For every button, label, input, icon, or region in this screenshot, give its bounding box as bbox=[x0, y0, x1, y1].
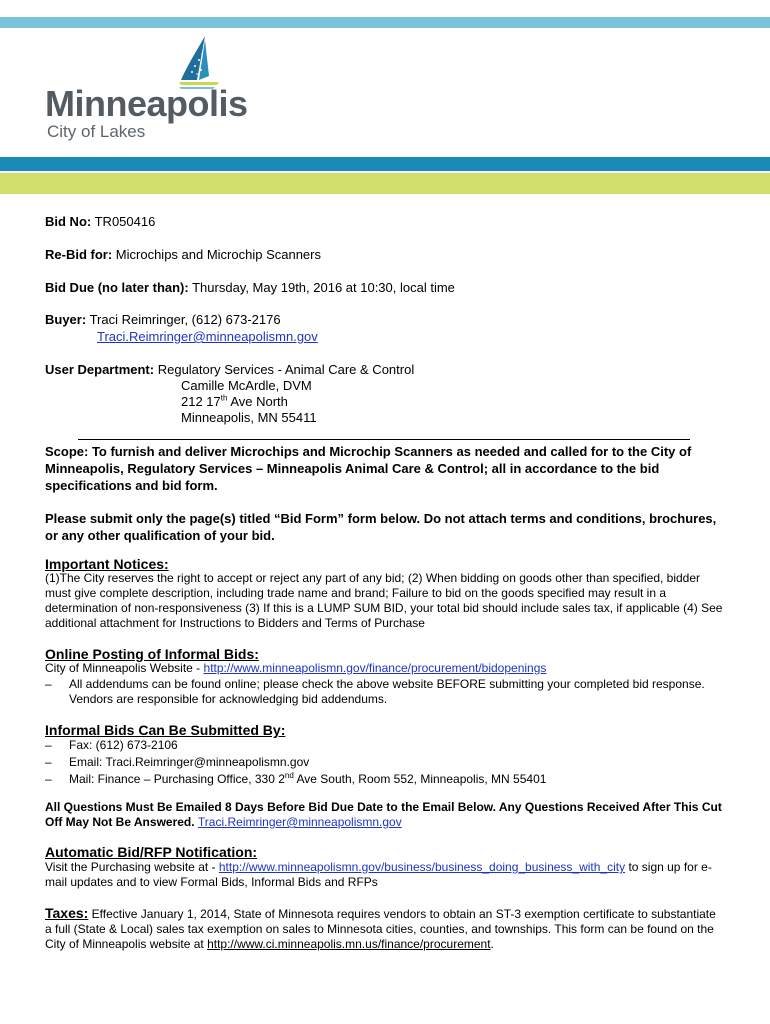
important-notices-heading: Important Notices: bbox=[45, 556, 169, 572]
website-line: City of Minneapolis Website - http://www.minneapolismn.gov/finance/procurement/bidopenings bbox=[45, 661, 547, 675]
bid-due-line: Bid Due (no later than): Thursday, May 19th, 2016 at 10:30, local time bbox=[45, 280, 455, 295]
user-department: Regulatory Services - Animal Care & Control bbox=[157, 362, 415, 377]
questions-notice: All Questions Must Be Emailed 8 Days Before Bid Due Date to the Email Below. Any Questions Received After This Cut Off May Not Be Answered. Traci.Reimringer@minneapolismn.gov bbox=[45, 800, 722, 829]
taxes-paragraph: Taxes: Effective January 1, 2014, State of Minnesota requires vendors to obtain an ST-3 exemption certificate to substantiate a full (State & Local) sales tax exemption on sales to Minnesota cities, counties, and townships. This form can be found on the City of Minneapolis website at http://www.ci.minneapolis.mn.us/finance/procurement. bbox=[45, 905, 716, 951]
rebid-subject: Microchips and Microchip Scanners bbox=[115, 247, 321, 262]
logo-wordmark: Minneapolis bbox=[45, 83, 248, 124]
online-posting-heading: Online Posting of Informal Bids: bbox=[45, 646, 259, 662]
divider-line bbox=[78, 439, 690, 440]
scope-paragraph: Scope: To furnish and deliver Microchips and Microchip Scanners as needed and called for to the City of Minneapolis, Regulatory Services – Minneapolis Animal Care & Control; all in accordance to the bid specifications and bid form. bbox=[45, 444, 692, 493]
department-city: Minneapolis, MN 55411 bbox=[181, 410, 317, 425]
informal-bids-heading: Informal Bids Can Be Submitted By: bbox=[45, 722, 286, 738]
addendum-bullet: – All addendums can be found online; please check the above website BEFORE submitting your completed bid response. Vendors are responsible for acknowledging bid addendums. bbox=[45, 677, 705, 706]
notification-heading: Automatic Bid/RFP Notification: bbox=[45, 844, 258, 860]
bid-number: TR050416 bbox=[94, 214, 156, 229]
mail-item: – Mail: Finance – Purchasing Office, 330 2nd Ave South, Room 552, Minneapolis, MN 55401 bbox=[45, 771, 547, 786]
logo-tagline: City of Lakes bbox=[47, 122, 146, 141]
bullet-dash: – bbox=[45, 677, 52, 691]
top-color-band bbox=[0, 17, 770, 28]
department-street: 212 17th Ave North bbox=[181, 393, 288, 409]
buyer-contact: Traci Reimringer, (612) 673-2176 bbox=[89, 312, 281, 327]
procurement-website-link[interactable]: http://www.ci.minneapolis.mn.us/finance/procurement bbox=[207, 937, 491, 951]
purchasing-website-link[interactable]: http://www.minneapolismn.gov/business/business_doing_business_with_city bbox=[218, 860, 626, 874]
header-green-band bbox=[0, 173, 770, 194]
bid-openings-link[interactable]: http://www.minneapolismn.gov/finance/procurement/bidopenings bbox=[203, 661, 547, 675]
important-notices-text: (1)The City reserves the right to accept or reject any part of any bid; (2) When bidding on goods other than specified, bidder must give complete description, including trade name and brand; Failure to bid on the goods specified may result in a determination of non-responsiveness (3) If this is a LUMP SUM BID, your total bid should include sales tax, if applicable (4) See additional attachment for Instructions to Bidders and Terms of Purchase bbox=[45, 571, 723, 630]
minneapolis-logo bbox=[45, 36, 248, 146]
submission-instructions: Please submit only the page(s) titled “Bid Form” form below. Do not attach terms and conditions, brochures, or any other qualification of your bid. bbox=[45, 511, 717, 543]
user-department-line: User Department: Regulatory Services - Animal Care & Control bbox=[45, 362, 415, 377]
header-blue-band bbox=[0, 157, 770, 171]
buyer-email-link[interactable]: Traci.Reimringer@minneapolismn.gov bbox=[97, 329, 318, 344]
department-contact: Camille McArdle, DVM bbox=[181, 378, 312, 393]
notification-text: Visit the Purchasing website at - http://www.minneapolismn.gov/business/business_doing_business_with_city to sign up for e-mail updates and to view Formal Bids, Informal Bids and RFPs bbox=[45, 860, 712, 889]
bid-number-line: Bid No: TR050416 bbox=[45, 214, 156, 229]
taxes-heading: Taxes: bbox=[45, 905, 89, 921]
bid-due-date: Thursday, May 19th, 2016 at 10:30, local time bbox=[192, 280, 455, 295]
buyer-line: Buyer: Traci Reimringer, (612) 673-2176 bbox=[45, 312, 281, 327]
questions-email-link[interactable]: Traci.Reimringer@minneapolismn.gov bbox=[197, 815, 402, 829]
email-item: – Email: Traci.Reimringer@minneapolismn.gov bbox=[45, 755, 310, 769]
rebid-line: Re-Bid for: Microchips and Microchip Scanners bbox=[45, 247, 321, 262]
fax-item: – Fax: (612) 673-2106 bbox=[45, 738, 178, 752]
buyer-email-line bbox=[97, 329, 318, 345]
